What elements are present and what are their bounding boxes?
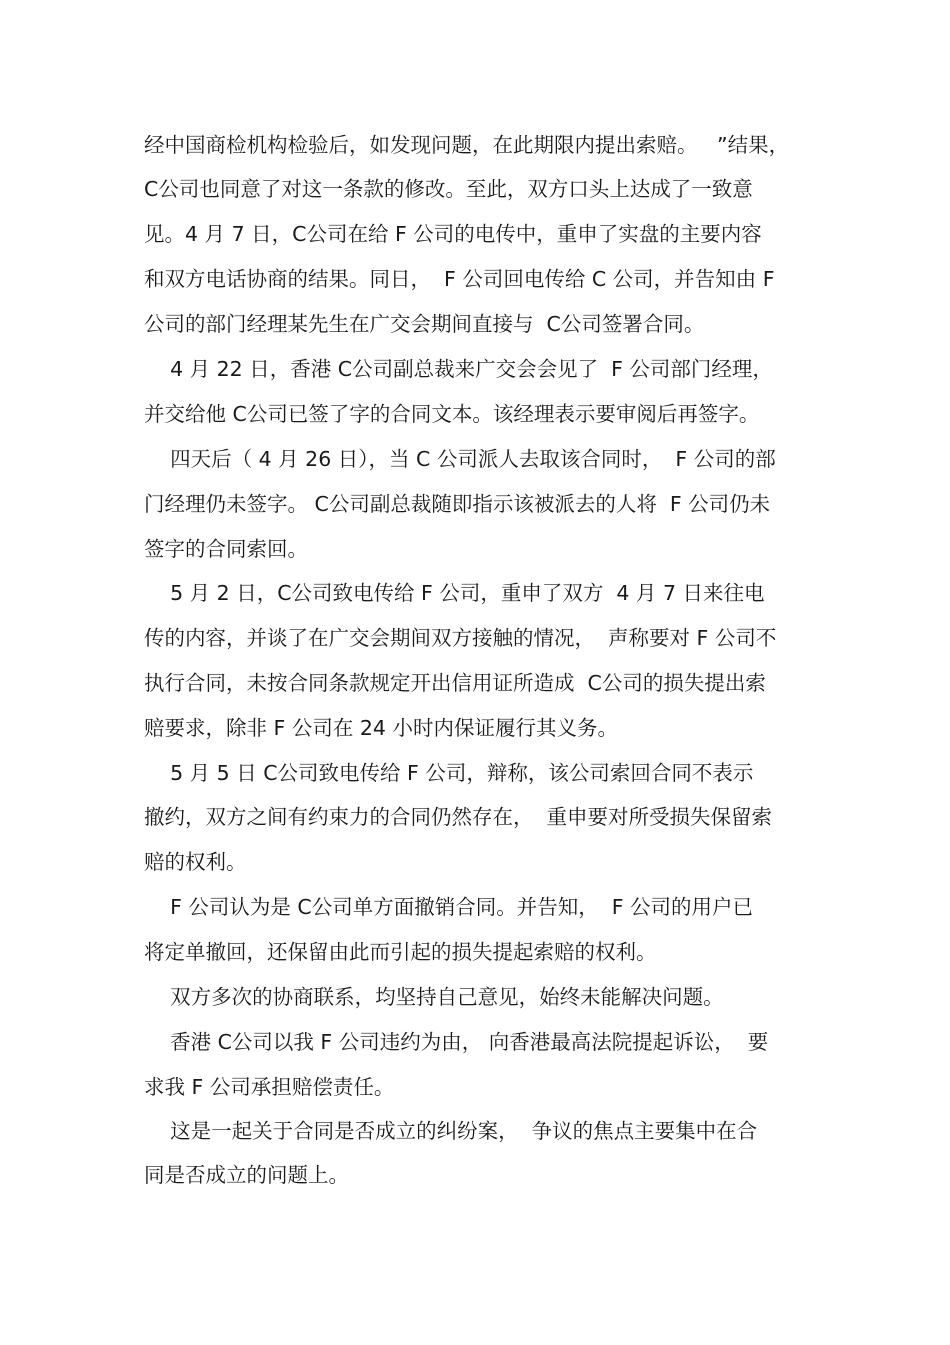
text-line: 赔要求，除非 F 公司在 24 小时内保证履行其义务。 — [144, 716, 618, 740]
text-line: 5 月 2 日，C公司致电传给 F 公司，重申了双方 4 月 7 日来往电 — [144, 581, 765, 605]
text-line: 并交给他 C公司已签了字的合同文本。该经理表示要审阅后再签字。 — [144, 402, 760, 426]
text-line: 5 月 5 日 C公司致电传给 F 公司，辩称，该公司索回合同不表示 — [144, 761, 754, 785]
text-line: F 公司认为是 C公司单方面撤销合同。并告知， F 公司的用户已 — [144, 895, 754, 919]
text-line: C公司也同意了对这一条款的修改。至此，双方口头上达成了一致意 — [144, 177, 753, 201]
text-line: 双方多次的协商联系，均坚持自己意见，始终未能解决问题。 — [144, 985, 724, 1009]
text-line: 签字的合同索回。 — [144, 537, 308, 561]
text-line: 和双方电话协商的结果。同日， F 公司回电传给 C 公司，并告知由 F — [144, 267, 775, 291]
text-line: 见。4 月 7 日，C公司在给 F 公司的电传中，重申了实盘的主要内容 — [144, 222, 762, 246]
text-line: 香港 C公司以我 F 公司违约为由， 向香港最高法院提起诉讼， 要 — [144, 1030, 769, 1054]
text-line: 这是一起关于合同是否成立的纠纷案， 争议的焦点主要集中在合 — [144, 1119, 758, 1143]
text-line: 将定单撤回，还保留由此而引起的损失提起索赔的权利。 — [144, 940, 657, 964]
text-line: 求我 F 公司承担赔偿责任。 — [144, 1075, 395, 1099]
text-line: 撤约，双方之间有约束力的合同仍然存在， 重申要对所受损失保留索 — [144, 805, 773, 829]
text-line: 赔的权利。 — [144, 850, 247, 874]
text-line: 门经理仍未签字。 C公司副总裁随即指示该被派去的人将 F 公司仍未 — [144, 492, 771, 516]
text-line: 执行合同，未按合同条款规定开出信用证所造成 C公司的损失提出索 — [144, 671, 766, 695]
text-line: 四天后（ 4 月 26 日），当 C 公司派人去取该合同时， F 公司的部 — [144, 447, 776, 471]
text-line: 传的内容，并谈了在广交会期间双方接触的情况， 声称要对 F 公司不 — [144, 626, 777, 650]
text-line: 经中国商检机构检验后，如发现问题，在此期限内提出索赔。 ”结果， — [144, 133, 790, 157]
text-line: 4 月 22 日，香港 C公司副总裁来广交会会见了 F 公司部门经理， — [144, 357, 773, 381]
text-line: 公司的部门经理某先生在广交会期间直接与 C公司签署合同。 — [144, 312, 705, 336]
text-line: 同是否成立的问题上。 — [144, 1163, 349, 1187]
